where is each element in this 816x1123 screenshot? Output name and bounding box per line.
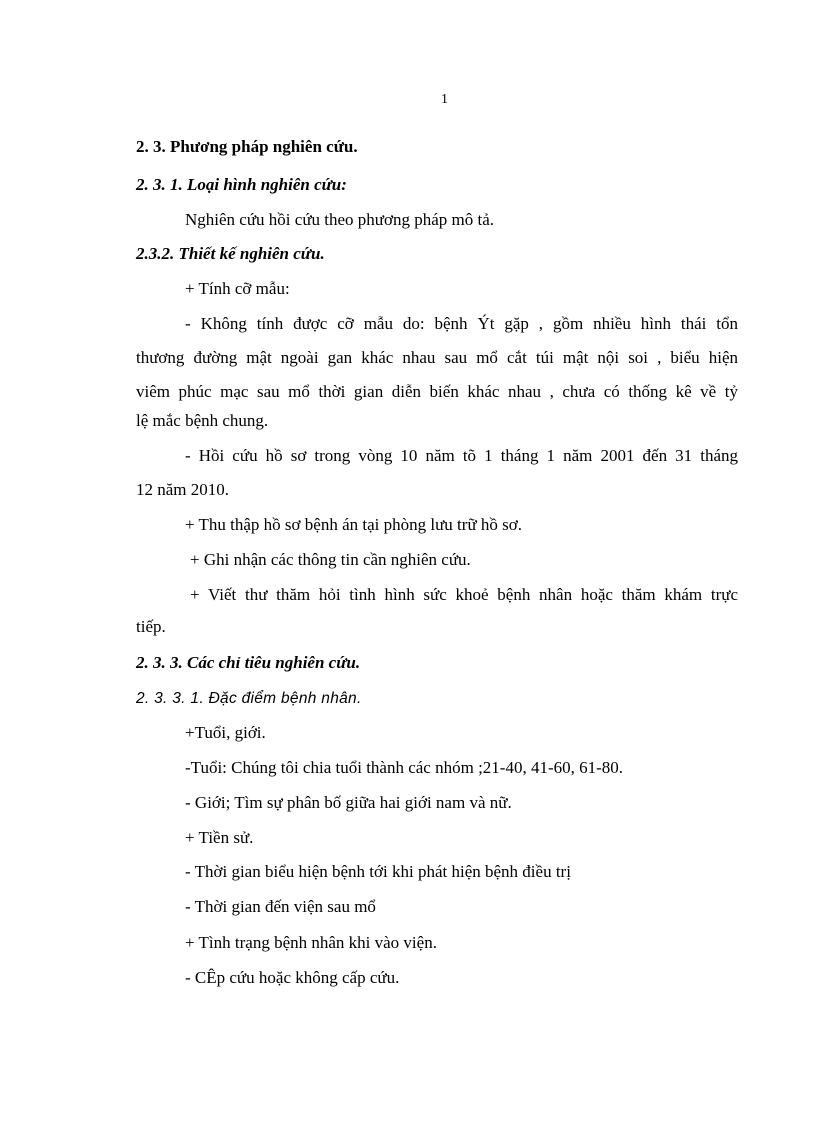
list-item: - Giới; Tìm sự phân bố giữa hai giới nam và nữ. <box>185 793 512 812</box>
indicators-heading: 2. 3. 3. Các chỉ tiêu nghiên cứu. <box>136 653 361 672</box>
page-number: 1 <box>441 92 448 107</box>
retrospective-paragraph-line: 12 năm 2010. <box>136 480 230 499</box>
list-item: + Tình trạng bệnh nhân khi vào viện. <box>185 933 437 952</box>
sample-paragraph-line: thương đường mật ngoài gan khác nhau sau mổ cắt túi mật nội soi , biểu hiện <box>136 348 738 367</box>
list-item: + Tiền sử. <box>185 828 254 847</box>
study-design-heading: 2.3.2. Thiết kế nghiên cứu. <box>136 244 325 263</box>
study-type-text: Nghiên cứu hồi cứu theo phương pháp mô tả. <box>185 210 495 229</box>
section-heading: 2. 3. Phương pháp nghiên cứu. <box>136 137 358 156</box>
record-info-text: + Ghi nhận các thông tin cần nghiên cứu. <box>190 550 471 569</box>
list-item: -Tuổi: Chúng tôi chia tuổi thành các nhóm ;21-40, 41-60, 61-80. <box>185 758 624 777</box>
patient-features-heading: 2. 3. 3. 1. Đặc điểm bệnh nhân. <box>136 690 362 707</box>
list-item: - Thời gian biểu hiện bệnh tới khi phát hiện bệnh điều trị <box>185 862 571 881</box>
retrospective-paragraph-line: - Hồi cứu hồ sơ trong vòng 10 năm tõ 1 tháng 1 năm 2001 đến 31 tháng <box>185 446 738 465</box>
sample-paragraph-line: viêm phúc mạc sau mổ thời gian diễn biến khác nhau , chưa có thống kê về tỷ <box>136 382 738 401</box>
study-type-heading: 2. 3. 1. Loại hình nghiên cứu: <box>136 175 347 194</box>
list-item: - CÊp cứu hoặc không cấp cứu. <box>185 968 400 987</box>
collect-records-text: + Thu thập hồ sơ bệnh án tại phòng lưu trữ hồ sơ. <box>185 515 523 534</box>
list-item: - Thời gian đến viện sau mổ <box>185 897 376 916</box>
letter-paragraph-line: tiếp. <box>136 617 166 636</box>
sample-paragraph-line: - Không tính được cỡ mẫu do: bệnh Ýt gặp , gồm nhiều hình thái tổn <box>185 314 738 333</box>
list-item: +Tuổi, giới. <box>185 723 266 742</box>
letter-paragraph-line: + Viết thư thăm hỏi tình hình sức khoẻ bệnh nhân hoặc thăm khám trực <box>190 585 738 604</box>
sample-size-heading: + Tính cỡ mẫu: <box>185 279 290 298</box>
sample-paragraph-line: lệ mắc bệnh chung. <box>136 411 269 430</box>
